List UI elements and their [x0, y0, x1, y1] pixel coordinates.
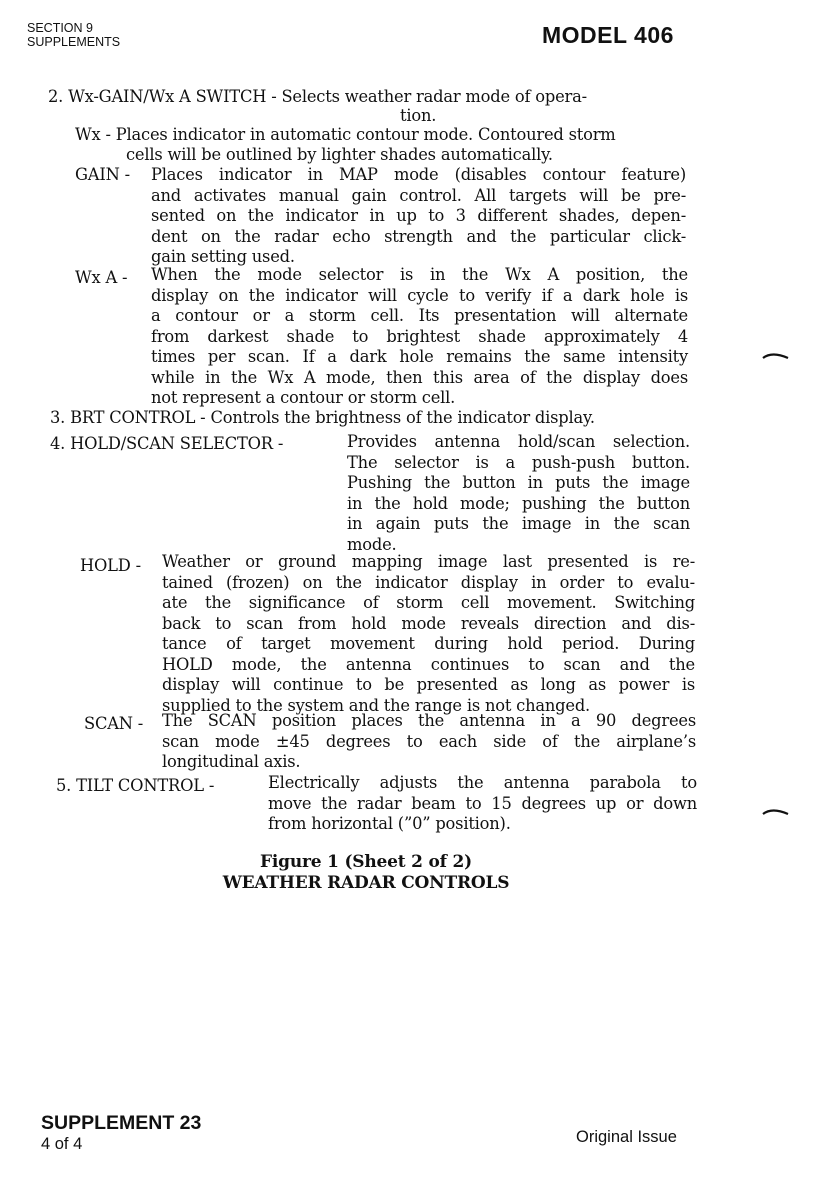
issue-status: Original Issue — [576, 1128, 677, 1146]
supplement-number: SUPPLEMENT 23 — [41, 1112, 202, 1134]
item-5-description — [268, 773, 697, 835]
gain-description — [151, 165, 686, 268]
wxa-description — [151, 265, 688, 409]
selector-line: in the hold mode; pushing the button — [347, 493, 690, 513]
selector-line: Provides antenna hold/scan selection. — [347, 432, 690, 451]
item-5-heading: 5. TILT CONTROL - — [56, 776, 215, 795]
hold-line: display will continue to be presented as long as power is — [162, 675, 695, 694]
scan-description — [162, 711, 696, 773]
hold-line: back to scan from hold mode reveals direction and dis- — [162, 613, 695, 633]
section-number: SECTION 9 — [27, 21, 93, 35]
page-number: 4 of 4 — [41, 1135, 83, 1153]
section-title: SUPPLEMENTS — [27, 35, 121, 49]
item-2-heading: 2. Wx-GAIN/Wx A SWITCH - Selects weather radar mode of opera- — [48, 87, 587, 106]
item-4-heading: 4. HOLD/SCAN SELECTOR - — [50, 434, 284, 453]
revision-mark-icon — [762, 808, 790, 816]
figure-title: WEATHER RADAR CONTROLS — [222, 873, 510, 893]
revision-mark-icon — [762, 352, 790, 360]
gain-line: Places indicator in MAP mode (disables contour feature) — [151, 165, 686, 184]
wxa-line: a contour or a storm cell. Its presentation will alternate — [151, 306, 688, 325]
hold-line: tance of target movement during hold period. During — [162, 634, 695, 653]
scan-line: longitudinal axis. — [162, 752, 301, 771]
hold-line: HOLD mode, the antenna continues to scan and the — [162, 654, 695, 674]
section-label — [27, 21, 120, 49]
scan-line: The SCAN position places the antenna in a 90 degrees — [162, 711, 696, 730]
scan-label: SCAN - — [84, 714, 144, 733]
selector-line: Pushing the button in puts the image — [347, 473, 690, 492]
hold-label: HOLD - — [80, 556, 141, 575]
wxa-line: times per scan. If a dark hole remains the same intensity — [151, 347, 688, 366]
gain-line: gain setting used. — [151, 247, 295, 266]
hold-line: supplied to the system and the range is not changed. — [162, 695, 591, 715]
wxa-line: display on the indicator will cycle to verify if a dark hole is — [151, 285, 688, 305]
wxa-line: not represent a contour or storm cell. — [151, 388, 456, 407]
figure-caption — [0, 852, 782, 894]
hold-line: Weather or ground mapping image last presented is re- — [162, 552, 695, 571]
wxa-line: while in the Wx A mode, then this area of the display does — [151, 367, 688, 387]
wxa-line: When the mode selector is in the Wx A position, the — [151, 265, 688, 284]
gain-label: GAIN - — [75, 165, 130, 184]
scan-line: scan mode ±45 degrees to each side of the airplane’s — [162, 731, 696, 751]
gain-line: dent on the radar echo strength and the particular click- — [151, 226, 686, 246]
wx-description-line: cells will be outlined by lighter shades automatically. — [126, 145, 553, 164]
tilt-line: from horizontal (”0” position). — [268, 814, 511, 833]
selector-line: mode. — [347, 534, 397, 554]
selector-line: The selector is a push-push button. — [347, 452, 690, 472]
wxa-label: Wx A - — [75, 268, 128, 287]
item-3-brt-control: 3. BRT CONTROL - Controls the brightness of the indicator display. — [50, 408, 595, 427]
tilt-line: move the radar beam to 15 degrees up or down — [268, 793, 697, 813]
hold-description — [162, 552, 695, 716]
wxa-line: from darkest shade to brightest shade approximately 4 — [151, 326, 688, 346]
gain-line: and activates manual gain control. All targets will be pre- — [151, 185, 686, 205]
wx-description-line: Wx - Places indicator in automatic contour mode. Contoured storm — [75, 125, 616, 144]
figure-number: Figure 1 (Sheet 2 of 2) — [260, 852, 472, 872]
item-4-description — [347, 432, 690, 555]
tilt-line: Electrically adjusts the antenna parabola to — [268, 773, 697, 792]
hold-line: tained (frozen) on the indicator display in order to evalu- — [162, 572, 695, 592]
hold-line: ate the significance of storm cell movement. Switching — [162, 593, 695, 612]
item-2-heading-cont: tion. — [400, 106, 437, 125]
model-title: MODEL 406 — [542, 22, 674, 48]
selector-line: in again puts the image in the scan — [347, 514, 690, 533]
gain-line: sented on the indicator in up to 3 different shades, depen- — [151, 206, 686, 225]
